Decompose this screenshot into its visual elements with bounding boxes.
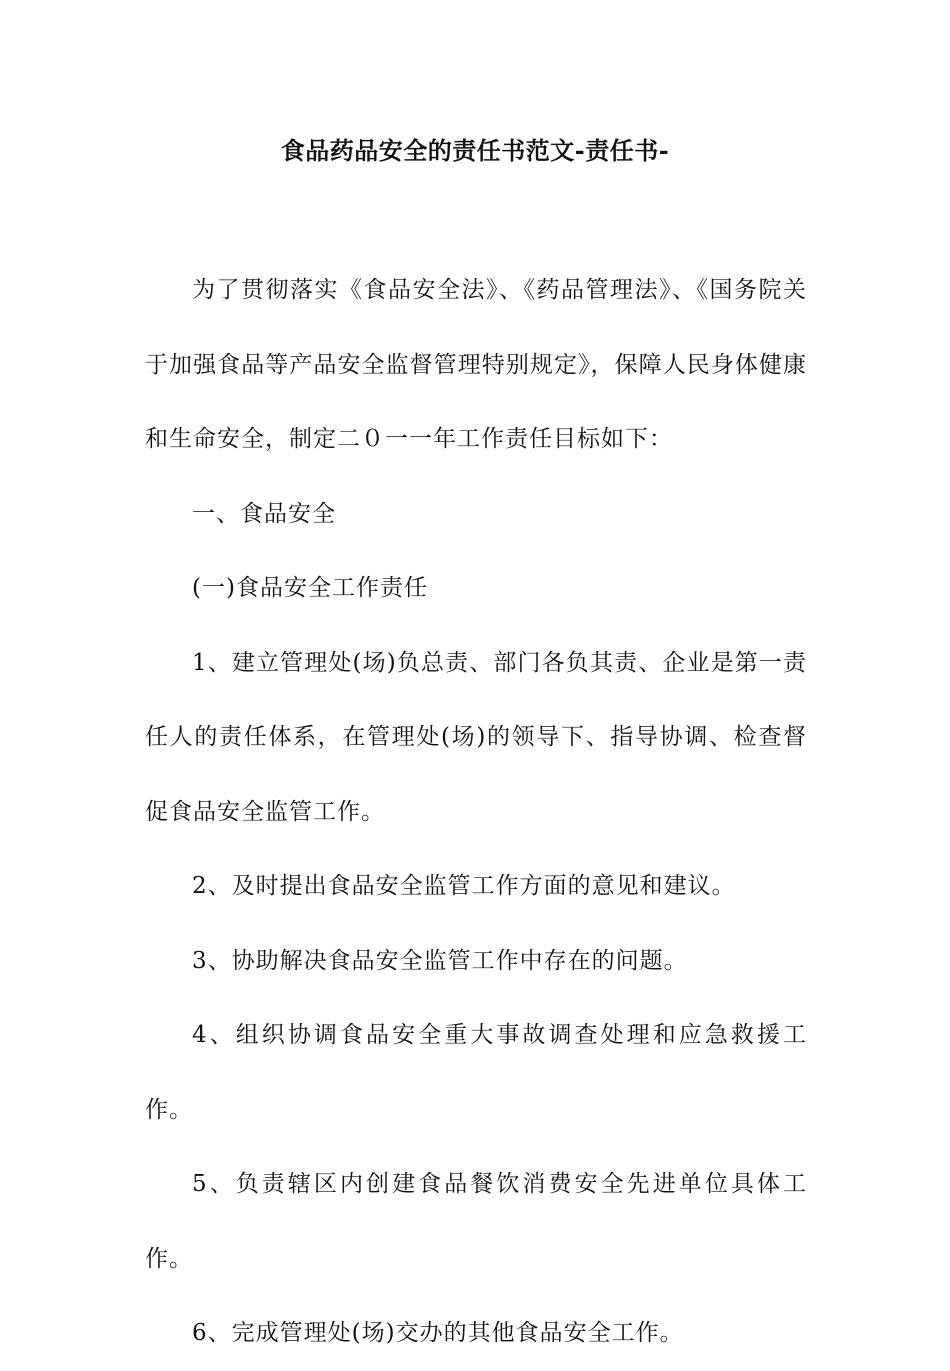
- list-item-1: 1、建立管理处(场)负总责、部门各负其责、企业是第一责任人的责任体系，在管理处(场)的领导下、指导协调、检查督促食品安全监管工作。: [145, 649, 807, 825]
- list-item-5: 5、负责辖区内创建食品餐饮消费安全先进单位具体工作。: [145, 1171, 807, 1272]
- subsection-heading-responsibility: (一)食品安全工作责任: [192, 575, 428, 601]
- list-item-4: 4、组织协调食品安全重大事故调查处理和应急救援工作。: [145, 1022, 807, 1123]
- list-item-2: 2、及时提出食品安全监管工作方面的意见和建议。: [192, 873, 736, 899]
- paragraph-intro: 为了贯彻落实《食品安全法》、《药品管理法》、《国务院关于加强食品等产品安全监督管理特别规定》，保障人民身体健康和生命安全，制定二０一一年工作责任目标如下：: [145, 277, 807, 452]
- section-heading-food-safety: 一、食品安全: [192, 500, 336, 527]
- document-body: [145, 253, 807, 1371]
- list-item-6: 6、完成管理处(场)交办的其他食品安全工作。: [192, 1320, 684, 1346]
- list-item-3: 3、协助解决食品安全监管工作中存在的问题。: [192, 947, 688, 974]
- document-title: 食品药品安全的责任书范文-责任书-: [280, 136, 670, 165]
